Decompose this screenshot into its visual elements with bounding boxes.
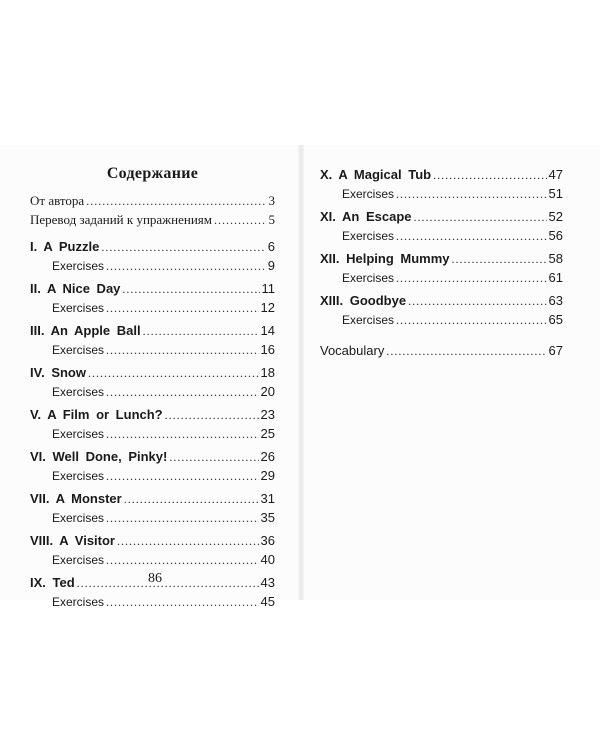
dot-leader (396, 185, 547, 204)
toc-exercises (30, 340, 275, 359)
toc-chapter (320, 207, 563, 226)
book-gutter (298, 145, 304, 600)
dot-leader (106, 467, 259, 486)
dot-leader (214, 211, 267, 230)
exercises-page: 56 (548, 228, 563, 243)
toc-exercises (30, 424, 275, 443)
exercises-label: Exercises (52, 301, 105, 315)
exercises-label: Exercises (52, 427, 105, 441)
chapter-page: 11 (261, 281, 275, 296)
chapter-title: XII. Helping Mummy (320, 251, 450, 266)
exercises-label: Exercises (342, 313, 395, 327)
toc-entry-label: От автора (30, 193, 85, 208)
exercises-page: 25 (260, 426, 275, 441)
chapter-title: XI. An Escape (320, 209, 412, 224)
dot-leader (106, 341, 259, 360)
dot-leader (117, 532, 259, 551)
chapter-title: III. An Apple Ball (30, 323, 141, 338)
exercises-page: 16 (260, 342, 275, 357)
dot-leader (396, 311, 547, 330)
toc-exercises (30, 508, 275, 527)
left-page (30, 165, 275, 611)
dot-leader (165, 406, 259, 425)
exercises-page: 9 (267, 258, 275, 273)
exercises-page: 35 (260, 510, 275, 525)
exercises-page: 12 (260, 300, 275, 315)
exercises-label: Exercises (52, 343, 105, 357)
toc-chapter (30, 279, 275, 298)
exercises-label: Exercises (342, 187, 395, 201)
toc-exercises (30, 550, 275, 569)
toc-chapter (30, 447, 275, 466)
toc-chapter (30, 237, 275, 256)
chapter-page: 26 (260, 449, 275, 464)
dot-leader (408, 292, 546, 311)
toc-vocabulary (320, 341, 563, 360)
dot-leader (433, 166, 546, 185)
toc-chapter (320, 249, 563, 268)
dot-leader (106, 593, 259, 612)
exercises-page: 40 (260, 552, 275, 567)
dot-leader (106, 257, 266, 276)
dot-leader (143, 322, 259, 341)
exercises-page: 45 (260, 594, 275, 609)
toc-chapter (30, 489, 275, 508)
exercises-label: Exercises (52, 595, 105, 609)
exercises-page: 29 (260, 468, 275, 483)
toc-exercises (30, 466, 275, 485)
chapter-page: 52 (548, 209, 563, 224)
toc-exercises (30, 592, 275, 611)
toc-exercises (320, 184, 563, 203)
toc-chapter (320, 165, 563, 184)
exercises-page: 20 (260, 384, 275, 399)
chapter-title: IV. Snow (30, 365, 86, 380)
exercises-label: Exercises (52, 553, 105, 567)
chapter-list-right (320, 165, 563, 360)
dot-leader (106, 299, 259, 318)
exercises-label: Exercises (52, 259, 105, 273)
toc-exercises (30, 256, 275, 275)
chapter-title: VI. Well Done, Pinky! (30, 449, 168, 464)
toc-chapter (320, 291, 563, 310)
chapter-page: 23 (260, 407, 275, 422)
toc-exercises (30, 298, 275, 317)
dot-leader (106, 509, 259, 528)
dot-leader (396, 269, 547, 288)
chapter-title: XIII. Goodbye (320, 293, 407, 308)
chapter-title: VII. A Monster (30, 491, 122, 506)
dot-leader (386, 342, 546, 361)
exercises-page: 51 (548, 186, 563, 201)
chapter-title: II. A Nice Day (30, 281, 121, 296)
dot-leader (106, 551, 259, 570)
chapter-title: IX. Ted (30, 575, 75, 590)
toc-chapter (30, 321, 275, 340)
toc-exercises (320, 268, 563, 287)
chapter-page: 18 (260, 365, 275, 380)
toc-chapter (30, 363, 275, 382)
dot-leader (101, 238, 265, 257)
dot-leader (414, 208, 547, 227)
dot-leader (124, 490, 259, 509)
toc-entry-from-author (30, 191, 275, 210)
exercises-label: Exercises (52, 469, 105, 483)
toc-entry-translations (30, 210, 275, 229)
exercises-page: 61 (548, 270, 563, 285)
dot-leader (86, 192, 266, 211)
exercises-label: Exercises (342, 271, 395, 285)
chapter-title: V. A Film or Lunch? (30, 407, 163, 422)
toc-entry-page: 3 (268, 193, 275, 208)
toc-exercises (320, 226, 563, 245)
chapter-title: I. A Puzzle (30, 239, 100, 254)
chapter-title: VIII. A Visitor (30, 533, 115, 548)
chapter-title: X. A Magical Tub (320, 167, 432, 182)
chapter-list-left (30, 237, 275, 611)
vocabulary-label: Vocabulary (320, 343, 385, 358)
page-number: 86 (148, 571, 162, 586)
toc-chapter (30, 405, 275, 424)
exercises-label: Exercises (52, 385, 105, 399)
chapter-page: 43 (260, 575, 275, 590)
dot-leader (88, 364, 259, 383)
exercises-label: Exercises (52, 511, 105, 525)
dot-leader (169, 448, 258, 467)
contents-heading: Содержание (106, 165, 199, 182)
chapter-page: 47 (548, 167, 563, 182)
chapter-page: 36 (260, 533, 275, 548)
toc-chapter (30, 531, 275, 550)
chapter-page: 58 (548, 251, 563, 266)
vocabulary-page: 67 (548, 343, 563, 358)
chapter-page: 31 (260, 491, 275, 506)
dot-leader (122, 280, 259, 299)
dot-leader (106, 425, 259, 444)
chapter-page: 63 (548, 293, 563, 308)
right-page (320, 165, 563, 360)
chapter-page: 6 (267, 239, 275, 254)
chapter-page: 14 (260, 323, 275, 338)
toc-entry-page: 5 (268, 212, 275, 227)
exercises-label: Exercises (342, 229, 395, 243)
toc-entry-label: Перевод заданий к упражнениям (30, 212, 212, 227)
dot-leader (396, 227, 547, 246)
dot-leader (452, 250, 547, 269)
exercises-page: 65 (548, 312, 563, 327)
toc-exercises (30, 382, 275, 401)
toc-exercises (320, 310, 563, 329)
dot-leader (106, 383, 259, 402)
